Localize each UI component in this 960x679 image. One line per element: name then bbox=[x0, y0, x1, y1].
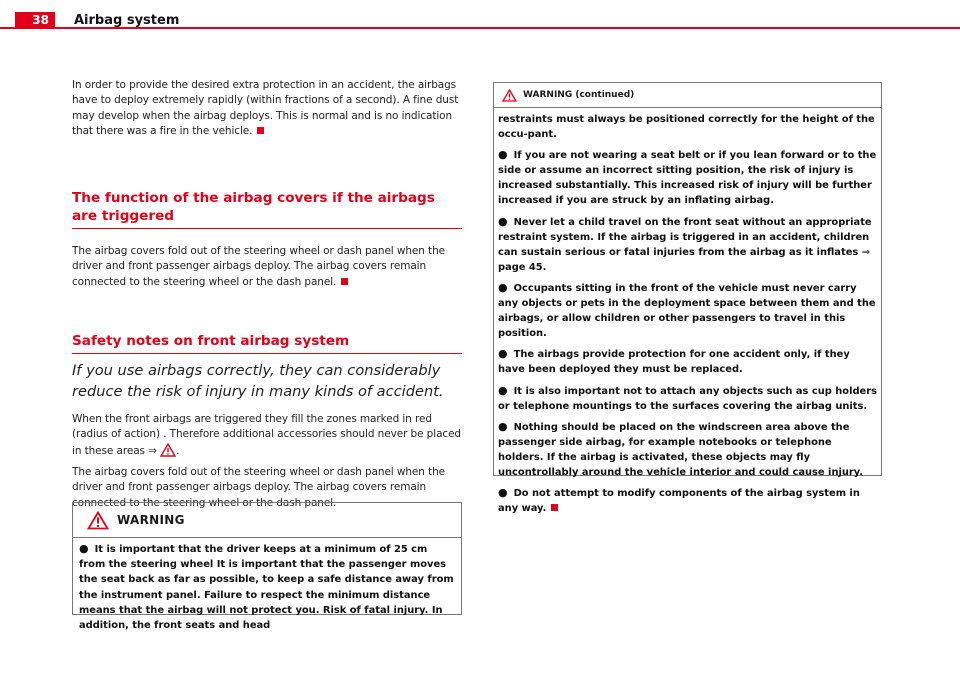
page-reference-link[interactable]: page 45. bbox=[498, 261, 547, 273]
end-mark-icon bbox=[257, 127, 264, 134]
warning-continued-body bbox=[494, 108, 881, 516]
page-title: Airbag system bbox=[74, 13, 180, 28]
bullet-icon: ● bbox=[498, 419, 508, 433]
warning-item-text: Do not attempt to modify components of the airbag system in any way. bbox=[498, 488, 860, 515]
warning-continued-intro: restraints must always be positioned correctly for the height of the occu-pant. bbox=[498, 114, 875, 141]
warning-item-text: If you are not wearing a seat belt or if you lean forward or to the side or assume an incorrect sitting position, the risk of injury is increased substantially. This increased risk of injury will be further increased if you are struck by an inflating airbag. bbox=[498, 150, 877, 207]
warning-item-cup-holders bbox=[498, 383, 877, 414]
intro-text: In order to provide the desired extra protection in an accident, the airbags have to deploy extremely rapidly (within fractions of a second). A fine dust may develop when the airbag deploys. This is normal and is no indication that there was a fire in the vehicle. bbox=[72, 79, 459, 137]
end-mark-icon bbox=[551, 504, 558, 511]
bullet-icon: ● bbox=[498, 347, 508, 361]
warning-triangle-icon[interactable] bbox=[160, 443, 176, 457]
bullet-icon: ● bbox=[498, 486, 508, 500]
section-heading-airbag-covers: The function of the airbag covers if the airbags are triggered bbox=[72, 189, 462, 229]
page-number: 38 bbox=[15, 12, 55, 29]
warning-item-text: The airbags provide protection for one accident only, if they have been deployed they must be replaced. bbox=[498, 349, 850, 376]
warning-item-windscreen bbox=[498, 419, 877, 480]
warning-item-seat-belt bbox=[498, 147, 877, 208]
bullet-icon: ● bbox=[498, 280, 508, 294]
warning-item-modify bbox=[498, 485, 877, 516]
airbag-covers-repeat-paragraph: The airbag covers fold out of the steering wheel or dash panel when the driver and front passenger airbags deploy. The airbag covers remain connected to the steering wheel or the dash panel. bbox=[72, 465, 445, 509]
bullet-icon: ● bbox=[79, 542, 89, 555]
airbag-covers-paragraph bbox=[72, 244, 462, 290]
bullet-icon: ● bbox=[498, 214, 508, 228]
end-mark-icon bbox=[341, 278, 348, 285]
section-subheading: If you use airbags correctly, they can considerably reduce the risk of injury in many kinds of accident. bbox=[72, 362, 444, 401]
sentence-end: . bbox=[176, 444, 180, 457]
warning-text-paragraph bbox=[79, 541, 455, 633]
intro-paragraph bbox=[72, 78, 462, 139]
warning-item-text: It is also important not to attach any objects such as cup holders or telephone mountings to the surfaces covering the airbag units. bbox=[498, 385, 877, 412]
warning-continued-title: WARNING (continued) bbox=[523, 90, 635, 100]
ref-arrow-icon: ⇒ bbox=[148, 444, 157, 457]
warning-item-occupants bbox=[498, 280, 877, 341]
warning-continued-header bbox=[494, 83, 881, 108]
warning-continued-box bbox=[493, 82, 882, 515]
red-zones-paragraph bbox=[72, 412, 462, 459]
section-heading-safety-notes: Safety notes on front airbag system bbox=[72, 332, 462, 354]
warning-triangle-icon bbox=[502, 89, 517, 102]
warning-item-text: Occupants sitting in the front of the vehicle must never carry any objects or pets in the deployment space between them and the airbags, or allow children or other passengers to travel in this position. bbox=[498, 282, 876, 340]
red-zones-text: When the front airbags are triggered they fill the zones marked in red (radius of action) . Therefore additional accessories should never be placed in these areas bbox=[72, 413, 461, 457]
left-column bbox=[72, 78, 462, 511]
warning-item-text: Nothing should be placed on the windscreen area above the passenger side airbag, for example notebooks or telephone holders. If the airbag is activated, these objects may fly uncontrollably around the vehicle interior and could cause injury. bbox=[498, 421, 864, 478]
warning-item-replace bbox=[498, 346, 877, 377]
warning-box bbox=[72, 502, 462, 632]
bullet-icon: ● bbox=[498, 148, 508, 162]
warning-item-child bbox=[498, 214, 877, 275]
warning-item-text: Never let a child travel on the front seat without an appropriate restraint system. If the airbag is triggered in an accident, children can sustain serious or fatal injuries from the airbag as it inflates bbox=[498, 216, 872, 258]
warning-title: WARNING bbox=[117, 513, 185, 527]
warning-text: It is important that the driver keeps at a minimum of 25 cm from the steering wheel It is important that the passenger moves the seat back as far as possible, to keep a safe distance away from the instrument panel. Failure to respect the minimum distance means that the airbag will not protect you. Risk of fatal injury. In addition, the front seats and head bbox=[79, 544, 454, 632]
ref-arrow-icon: ⇒ bbox=[861, 246, 870, 258]
bullet-icon: ● bbox=[498, 383, 508, 397]
warning-triangle-icon bbox=[87, 511, 109, 530]
warning-header bbox=[73, 503, 461, 538]
airbag-covers-text: The airbag covers fold out of the steering wheel or dash panel when the driver and front passenger airbags deploy. The airbag covers remain connected to the steering wheel or the dash panel. bbox=[72, 245, 445, 288]
